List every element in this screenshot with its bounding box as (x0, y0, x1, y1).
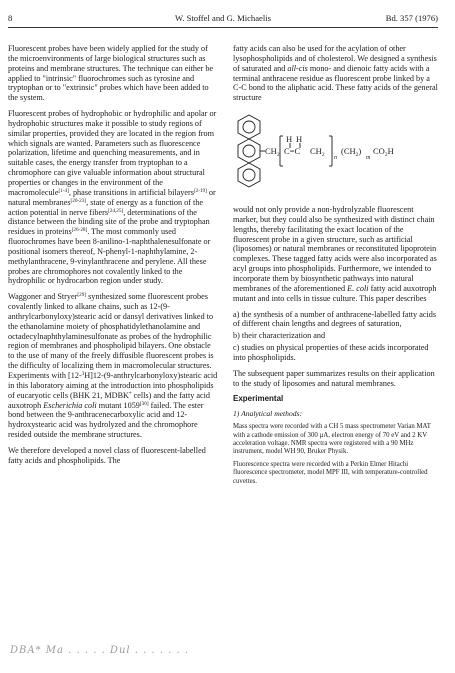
list-item-a: a) the synthesis of a number of anthracene-labelled fatty acids of different chain lengths and degrees of saturation, (233, 309, 437, 329)
ch2-group: $CH_2$ (265, 146, 280, 159)
anthracene-ring-middle (238, 139, 260, 163)
novel-class-paragraph: We therefore developed a novel class of fluorescent-labelled fatty acids and phospholipids. The (8, 445, 206, 465)
waggoner-paragraph: Waggoner and Stryer[29] synthesized some fluorescent probes covalently linked to alkane chains, such as 12-(9-anthrylcarbonyloxy)stearic acid or dansyl derivatives linked to the ethanolamine moiety of phosphatidylethanolamine and octadecylnaphthylaminesulfonate as probes of the hydrophilic region of membranes and phospholipid bilayers. One obstacle to the use of many of the freely diffusible fluorescent probes is the difficulty of localizing them in macromolecular structures. Experiments with [12-$^3$H]12-(9-anthrylcarbonyloxy)stearic acid in this laboratory aiming at the introduction into phospholipids of eucaryotic cells (BHK 21, MDBK* cells) and the fatty acid auxotroph Escherichia coli mutant 1059[30] failed. The ester bond between the 9-anthracenecarboxylic acid and 12-hydroxystearic acid was hydrolyzed and the chromophore resided outside the membrane structures. (8, 292, 218, 440)
running-header (8, 13, 438, 27)
methods-paragraph: Fluorescence spectra were recorded with a Perkin Elmer Hitachi fluorescence spectrometer, model MPF III, with temperature-controlled cuvettes. (233, 460, 428, 485)
citation: [2-19] (193, 187, 207, 194)
running-title: W. Stoffel and G. Michaelis (175, 13, 271, 23)
list-item-c: c) studies on physical properties of these acids incorporated into phospholipids. (233, 343, 429, 362)
aromatic-ring-circle (243, 169, 255, 181)
probes-paragraph: Fluorescent probes of hydrophobic or hydrophilic and apolar or hydrophobic structures make it possible to study regions of similar properties, provided they are located in the region from which signals are wanted. Parameters such as fluorescence polarization, lifetime and quenching measurements, and in suitable cases, the energy transfer from tryptophan to a chromophore can give valuable information about structural properties or changes in the environment of the macromolecule[1-4], phase transitions in artificial bilayers[2-19] or natural membranes[20-23], state of energy as a function of the action potential in nerve fibers[24,25], determinations of the distance between the binding site of the probe and tryptophan residues in proteins[26-28]. The most commonly used fluorochromes have been 8-anilino-1-naphthalenesulfonate or positional isomers thereof, N-phenyl-1-naphthylamine, 2-methylanthracene, 9-vinylanthracene and perylene. All these probes are chromophores not covalently linked to the hydrophilic or hydrocarbon region under study. (8, 109, 217, 286)
volume-info: Bd. 357 (1976) (385, 13, 438, 23)
subsection-heading: 1) Analytical methods: (233, 409, 303, 419)
anthracene-ring-top (238, 115, 260, 139)
page-number: 8 (8, 13, 13, 23)
hydrogen-label: H (286, 134, 293, 145)
methods-paragraph: Mass spectra were recorded with a CH 5 mass spectrometer Varian MAT with a cathode emission of 300 µA, electron energy of 70 eV and 2 KV acceleration voltage. NMR spectra were registered with a 90 MHz instrument, model WH 90, Bruker Physik. (233, 423, 431, 456)
anthracene-fatty-acid-structure (233, 113, 439, 193)
section-heading-experimental: Experimental (233, 394, 284, 404)
subsequent-paper-paragraph: The subsequent paper summarizes results on their application to the study of liposomes and natural membranes. (233, 368, 435, 388)
ch2-chain: $(CH_2)$ (341, 146, 362, 159)
intro-paragraph: Fluorescent probes have been widely applied for the study of the microenvironments of large biological structures such as proteins and membrane structures. The technique can either be applied to "intrinsic" fluorochromes such as tyrosine and tryptophan or to "extrinsic" probes which have been added to the system. (8, 44, 214, 103)
left-column (8, 44, 218, 472)
citation: [20-23] (70, 197, 87, 204)
carboxyl-group: $CO_2H$ (373, 146, 394, 159)
header-rule (8, 27, 438, 28)
citation: [24,25] (108, 207, 124, 214)
citation: [26-28] (71, 227, 88, 234)
design-paragraph: fatty acids can also be used for the acylation of other lysophospholipids and of cholesterol. We designed a synthesis of saturated and all-cis mono- and dienoic fatty acids with a terminal anthracene residue as fluorescent probe linked by a C-C bond to the aliphatic acid. These fatty acids of the general structure (233, 44, 438, 103)
aromatic-ring-circle (243, 121, 255, 133)
double-bond-group: C=C (284, 146, 301, 157)
citation: [1-4] (58, 187, 69, 194)
citation: [29] (77, 292, 87, 299)
ch2-group: $CH_2$ (310, 146, 325, 159)
aromatic-ring-circle (243, 145, 255, 157)
hydrogen-label: H (296, 134, 303, 145)
anthracene-ring-bottom (238, 163, 260, 187)
rationale-paragraph: would not only provide a non-hydrolyzable fluorescent marker, but they could also be synthesized with distinct chain lengths, thereby facilitating the exact location of the fluorescent probe in a given structure, such as artificial (liposomes) or natural membranes or reconstituted lipoprotein complexes. These tagged fatty acids were also incorporated as acyl groups into phospholipids. Furthermore, we intended to incorporate them by biosynthetic pathways into natural membranes of the aforementioned E. coli fatty acid auxotroph mutant and into cells in tissue culture. This paper describes (233, 205, 437, 303)
subscript-m: m (366, 155, 371, 162)
list-item-b: b) their characterization and (233, 331, 326, 341)
subscript-n: n (334, 155, 337, 162)
handwritten-annotation: DBA* Ma . . . . . Dul . . . . . . . (10, 645, 190, 656)
citation: [30] (139, 400, 149, 407)
right-column (233, 44, 439, 490)
